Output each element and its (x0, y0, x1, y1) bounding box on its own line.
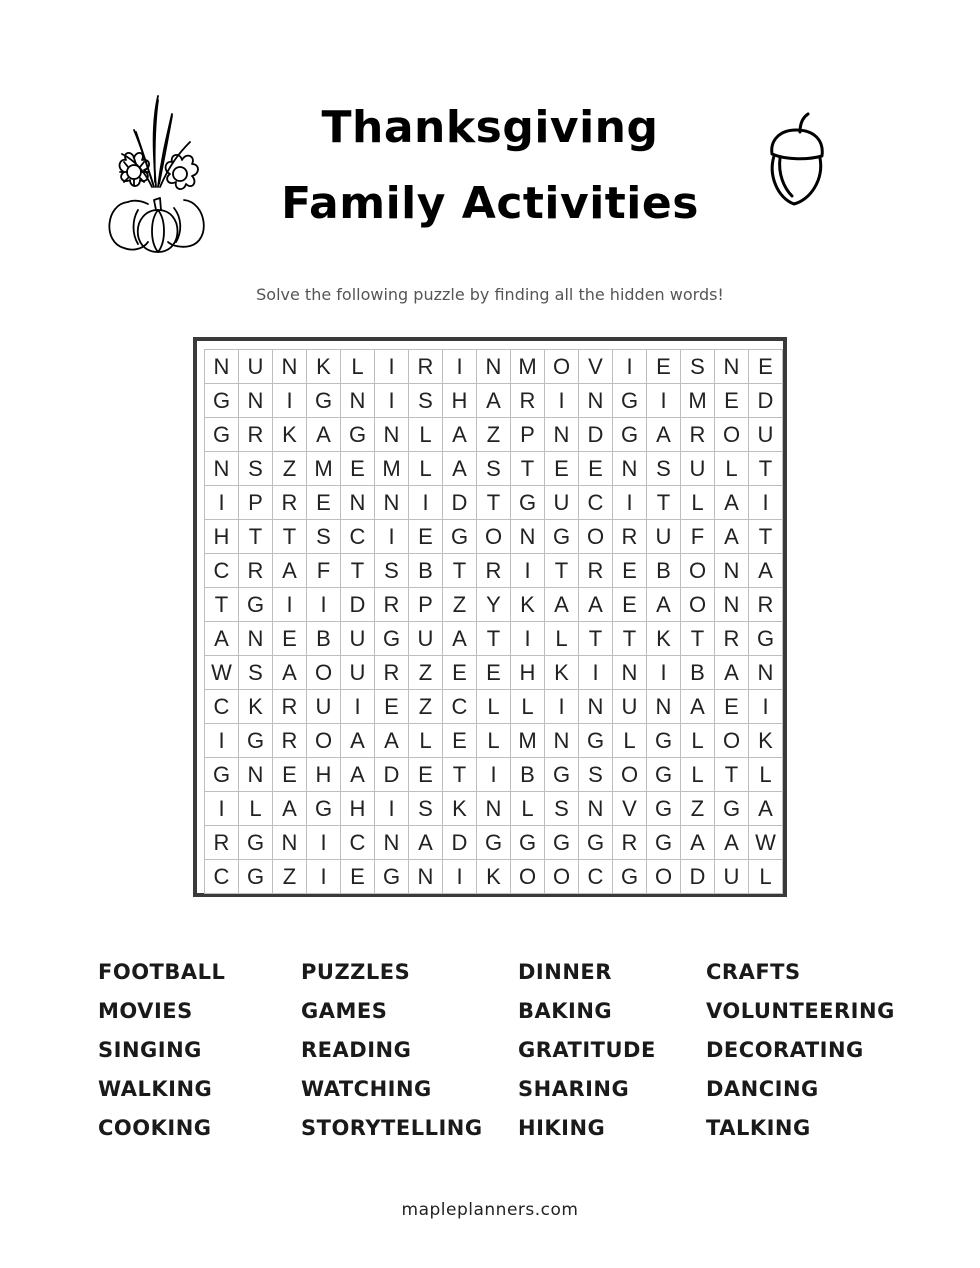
pumpkins-with-flowers-icon (98, 92, 216, 254)
grid-cell[interactable]: E (579, 452, 613, 486)
grid-cell[interactable]: T (477, 486, 511, 520)
grid-cell[interactable]: A (443, 622, 477, 656)
grid-cell[interactable]: E (613, 588, 647, 622)
grid-cell[interactable]: A (749, 792, 783, 826)
grid-cell[interactable]: U (239, 350, 273, 384)
grid-cell[interactable]: L (613, 724, 647, 758)
grid-cell[interactable]: Z (681, 792, 715, 826)
grid-cell[interactable]: S (545, 792, 579, 826)
grid-cell[interactable]: I (375, 792, 409, 826)
grid-cell[interactable]: I (375, 520, 409, 554)
grid-cell[interactable]: M (511, 350, 545, 384)
word-list-item: DANCING (706, 1077, 819, 1101)
grid-cell[interactable]: E (341, 452, 375, 486)
grid-cell[interactable]: G (511, 486, 545, 520)
word-list-item: SINGING (98, 1038, 202, 1062)
grid-cell[interactable]: V (579, 350, 613, 384)
grid-cell[interactable]: I (205, 724, 239, 758)
grid-cell[interactable]: I (443, 350, 477, 384)
grid-cell[interactable]: O (647, 860, 681, 894)
grid-cell[interactable]: G (239, 826, 273, 860)
grid-cell[interactable]: I (511, 622, 545, 656)
word-list-item: READING (301, 1038, 412, 1062)
grid-cell[interactable]: K (477, 860, 511, 894)
grid-cell[interactable]: T (511, 452, 545, 486)
grid-cell[interactable]: E (715, 690, 749, 724)
grid-cell[interactable]: O (511, 860, 545, 894)
grid-cell[interactable]: U (613, 690, 647, 724)
grid-cell[interactable]: S (477, 452, 511, 486)
grid-cell[interactable]: N (375, 826, 409, 860)
grid-cell[interactable]: A (273, 792, 307, 826)
grid-cell[interactable]: U (341, 622, 375, 656)
grid-cell[interactable]: O (715, 724, 749, 758)
grid-cell[interactable]: R (273, 690, 307, 724)
grid-cell[interactable]: I (307, 860, 341, 894)
grid-cell[interactable]: E (409, 758, 443, 792)
grid-cell[interactable]: T (205, 588, 239, 622)
grid-cell[interactable]: A (715, 656, 749, 690)
grid-cell[interactable]: N (579, 384, 613, 418)
grid-cell[interactable]: I (205, 792, 239, 826)
word-list-item: FOOTBALL (98, 960, 226, 984)
grid-cell[interactable]: G (613, 384, 647, 418)
grid-cell[interactable]: B (511, 758, 545, 792)
grid-cell[interactable]: Z (409, 690, 443, 724)
grid-cell[interactable]: A (647, 418, 681, 452)
footer-website: mapleplanners.com (401, 1200, 579, 1220)
grid-cell[interactable]: I (409, 486, 443, 520)
grid-cell[interactable]: E (749, 350, 783, 384)
grid-cell[interactable]: F (307, 554, 341, 588)
grid-cell[interactable]: I (307, 826, 341, 860)
grid-cell[interactable]: W (205, 656, 239, 690)
grid-cell[interactable]: N (579, 690, 613, 724)
grid-cell[interactable]: K (511, 588, 545, 622)
grid-cell[interactable]: N (647, 690, 681, 724)
grid-cell[interactable]: Z (409, 656, 443, 690)
grid-cell[interactable]: G (239, 860, 273, 894)
grid-cell[interactable]: N (579, 792, 613, 826)
grid-cell[interactable]: N (715, 588, 749, 622)
grid-cell[interactable]: R (613, 520, 647, 554)
grid-cell[interactable]: G (307, 384, 341, 418)
grid-cell[interactable]: K (545, 656, 579, 690)
grid-cell[interactable]: R (715, 622, 749, 656)
grid-cell[interactable]: G (647, 826, 681, 860)
grid-cell[interactable]: A (205, 622, 239, 656)
grid-cell[interactable]: L (409, 452, 443, 486)
grid-cell[interactable]: I (749, 690, 783, 724)
grid-cell[interactable]: G (647, 758, 681, 792)
grid-cell[interactable]: U (307, 690, 341, 724)
word-list-item: HIKING (518, 1116, 606, 1140)
grid-cell[interactable]: N (341, 384, 375, 418)
grid-cell[interactable]: A (715, 486, 749, 520)
grid-cell[interactable]: T (579, 622, 613, 656)
grid-cell[interactable]: O (545, 860, 579, 894)
grid-cell[interactable]: A (545, 588, 579, 622)
grid-cell[interactable]: T (613, 622, 647, 656)
grid-cell[interactable]: E (273, 622, 307, 656)
grid-cell[interactable]: G (239, 588, 273, 622)
grid-cell[interactable]: U (715, 860, 749, 894)
grid-cell[interactable]: O (579, 520, 613, 554)
grid-cell[interactable]: E (477, 656, 511, 690)
grid-cell[interactable]: T (545, 554, 579, 588)
grid-cell[interactable]: G (443, 520, 477, 554)
grid-cell[interactable]: U (647, 520, 681, 554)
grid-cell[interactable]: I (273, 384, 307, 418)
grid-cell[interactable]: T (341, 554, 375, 588)
word-list-item: DINNER (518, 960, 612, 984)
word-list-item: VOLUNTEERING (706, 999, 895, 1023)
grid-cell[interactable]: R (239, 554, 273, 588)
grid-cell[interactable]: I (375, 350, 409, 384)
grid-cell[interactable]: I (613, 350, 647, 384)
grid-cell[interactable]: A (749, 554, 783, 588)
grid-cell[interactable]: V (613, 792, 647, 826)
grid-cell[interactable]: I (477, 758, 511, 792)
grid-cell[interactable]: S (681, 350, 715, 384)
grid-cell[interactable]: N (715, 554, 749, 588)
grid-cell[interactable]: Y (477, 588, 511, 622)
grid-cell[interactable]: G (375, 860, 409, 894)
grid-cell[interactable]: K (307, 350, 341, 384)
grid-cell[interactable]: G (715, 792, 749, 826)
word-list-item: COOKING (98, 1116, 212, 1140)
word-search-grid (204, 349, 783, 894)
grid-cell[interactable]: N (273, 826, 307, 860)
grid-cell[interactable]: A (273, 656, 307, 690)
grid-cell[interactable]: R (477, 554, 511, 588)
grid-cell[interactable]: D (443, 486, 477, 520)
grid-cell[interactable]: H (307, 758, 341, 792)
grid-cell[interactable]: U (749, 418, 783, 452)
grid-cell[interactable]: N (545, 418, 579, 452)
grid-cell[interactable]: G (749, 622, 783, 656)
grid-cell[interactable]: G (205, 384, 239, 418)
grid-cell[interactable]: G (545, 758, 579, 792)
grid-cell[interactable]: Z (273, 452, 307, 486)
grid-cell[interactable]: R (273, 724, 307, 758)
grid-cell[interactable]: R (205, 826, 239, 860)
grid-cell[interactable]: D (749, 384, 783, 418)
grid-cell[interactable]: G (647, 792, 681, 826)
grid-cell[interactable]: I (443, 860, 477, 894)
grid-cell[interactable]: K (239, 690, 273, 724)
grid-cell[interactable]: P (239, 486, 273, 520)
grid-cell[interactable]: B (647, 554, 681, 588)
grid-cell[interactable]: G (205, 418, 239, 452)
grid-cell[interactable]: T (681, 622, 715, 656)
grid-cell[interactable]: N (239, 384, 273, 418)
grid-cell[interactable]: Z (477, 418, 511, 452)
grid-cell[interactable]: A (715, 826, 749, 860)
grid-cell[interactable]: O (307, 656, 341, 690)
grid-cell[interactable]: T (477, 622, 511, 656)
grid-cell[interactable]: R (375, 656, 409, 690)
grid-cell[interactable]: L (477, 724, 511, 758)
grid-cell[interactable]: I (375, 384, 409, 418)
grid-cell[interactable]: G (511, 826, 545, 860)
word-list-item: SHARING (518, 1077, 630, 1101)
grid-cell[interactable]: K (273, 418, 307, 452)
grid-cell[interactable]: R (273, 486, 307, 520)
grid-cell[interactable]: G (545, 520, 579, 554)
grid-cell[interactable]: I (341, 690, 375, 724)
grid-cell[interactable]: S (579, 758, 613, 792)
grid-cell[interactable]: B (409, 554, 443, 588)
grid-cell[interactable]: A (375, 724, 409, 758)
acorn-icon (762, 110, 830, 210)
grid-cell[interactable]: S (409, 384, 443, 418)
grid-cell[interactable]: U (341, 656, 375, 690)
grid-cell[interactable]: L (477, 690, 511, 724)
word-list-item: GAMES (301, 999, 388, 1023)
grid-cell[interactable]: N (613, 452, 647, 486)
grid-cell[interactable]: R (681, 418, 715, 452)
word-list-item: GRATITUDE (518, 1038, 656, 1062)
grid-cell[interactable]: K (443, 792, 477, 826)
grid-cell[interactable]: C (205, 554, 239, 588)
grid-cell[interactable]: S (239, 656, 273, 690)
grid-cell[interactable]: T (443, 758, 477, 792)
grid-cell[interactable]: A (647, 588, 681, 622)
grid-cell[interactable]: U (545, 486, 579, 520)
grid-cell[interactable]: G (341, 418, 375, 452)
grid-cell[interactable]: C (205, 690, 239, 724)
word-list-item: DECORATING (706, 1038, 864, 1062)
grid-cell[interactable]: E (715, 384, 749, 418)
grid-cell[interactable]: O (681, 588, 715, 622)
grid-cell[interactable]: G (205, 758, 239, 792)
grid-cell[interactable]: H (205, 520, 239, 554)
grid-cell[interactable]: I (647, 384, 681, 418)
grid-cell[interactable]: L (341, 350, 375, 384)
grid-cell[interactable]: G (579, 724, 613, 758)
grid-cell[interactable]: R (375, 588, 409, 622)
grid-cell[interactable]: L (545, 622, 579, 656)
grid-cell[interactable]: E (341, 860, 375, 894)
grid-cell[interactable]: R (511, 384, 545, 418)
grid-cell[interactable]: G (613, 860, 647, 894)
grid-cell[interactable]: T (749, 520, 783, 554)
grid-cell[interactable]: P (409, 588, 443, 622)
grid-cell[interactable]: G (545, 826, 579, 860)
grid-cell[interactable]: N (341, 486, 375, 520)
grid-cell[interactable]: I (511, 554, 545, 588)
grid-cell[interactable]: W (749, 826, 783, 860)
grid-cell[interactable]: C (579, 860, 613, 894)
grid-cell[interactable]: H (341, 792, 375, 826)
grid-cell[interactable]: T (749, 452, 783, 486)
grid-cell[interactable]: L (239, 792, 273, 826)
grid-cell[interactable]: L (409, 724, 443, 758)
grid-cell[interactable]: L (409, 418, 443, 452)
grid-cell[interactable]: A (681, 826, 715, 860)
grid-cell[interactable]: N (477, 792, 511, 826)
grid-cell[interactable]: S (307, 520, 341, 554)
grid-cell[interactable]: L (715, 452, 749, 486)
grid-cell[interactable]: O (715, 418, 749, 452)
grid-cell[interactable]: I (307, 588, 341, 622)
grid-cell[interactable]: N (273, 350, 307, 384)
grid-cell[interactable]: R (579, 554, 613, 588)
grid-cell[interactable]: I (205, 486, 239, 520)
grid-cell[interactable]: G (647, 724, 681, 758)
grid-cell[interactable]: B (681, 656, 715, 690)
grid-cell[interactable]: A (341, 724, 375, 758)
grid-cell[interactable]: A (443, 418, 477, 452)
grid-cell[interactable]: N (715, 350, 749, 384)
grid-cell[interactable]: L (511, 690, 545, 724)
grid-cell[interactable]: C (579, 486, 613, 520)
grid-cell[interactable]: M (511, 724, 545, 758)
grid-cell[interactable]: L (681, 486, 715, 520)
grid-cell[interactable]: I (613, 486, 647, 520)
grid-cell[interactable]: R (409, 350, 443, 384)
grid-cell[interactable]: L (681, 724, 715, 758)
grid-cell[interactable]: M (681, 384, 715, 418)
grid-cell[interactable]: N (205, 452, 239, 486)
grid-cell[interactable]: M (375, 452, 409, 486)
grid-cell[interactable]: N (409, 860, 443, 894)
grid-cell[interactable]: C (205, 860, 239, 894)
word-list-item: WALKING (98, 1077, 213, 1101)
grid-cell[interactable]: S (409, 792, 443, 826)
grid-cell[interactable]: N (239, 758, 273, 792)
grid-cell[interactable]: C (341, 520, 375, 554)
grid-cell[interactable]: I (545, 384, 579, 418)
grid-cell[interactable]: D (341, 588, 375, 622)
grid-cell[interactable]: P (511, 418, 545, 452)
grid-cell[interactable]: H (511, 656, 545, 690)
grid-cell[interactable]: L (681, 758, 715, 792)
grid-cell[interactable]: N (375, 418, 409, 452)
grid-cell[interactable]: T (647, 486, 681, 520)
grid-cell[interactable]: I (273, 588, 307, 622)
grid-cell[interactable]: I (749, 486, 783, 520)
grid-cell[interactable]: N (613, 656, 647, 690)
word-list-item: MOVIES (98, 999, 193, 1023)
grid-cell[interactable]: D (443, 826, 477, 860)
grid-cell[interactable]: C (341, 826, 375, 860)
grid-cell[interactable]: A (579, 588, 613, 622)
instructions-text: Solve the following puzzle by finding all the hidden words! (256, 285, 724, 304)
grid-cell[interactable]: S (375, 554, 409, 588)
grid-cell[interactable]: N (205, 350, 239, 384)
grid-cell[interactable]: T (715, 758, 749, 792)
grid-cell[interactable]: E (613, 554, 647, 588)
word-list-item: WATCHING (301, 1077, 432, 1101)
grid-cell[interactable]: A (409, 826, 443, 860)
grid-cell[interactable]: U (681, 452, 715, 486)
grid-cell[interactable]: A (443, 452, 477, 486)
grid-cell[interactable]: Z (443, 588, 477, 622)
grid-cell[interactable]: G (307, 792, 341, 826)
word-list-item: PUZZLES (301, 960, 411, 984)
grid-cell[interactable]: O (477, 520, 511, 554)
grid-cell[interactable]: R (749, 588, 783, 622)
grid-cell[interactable]: I (579, 656, 613, 690)
grid-cell[interactable]: T (443, 554, 477, 588)
grid-cell[interactable]: K (647, 622, 681, 656)
page-title-line-1: Thanksgiving (321, 102, 659, 153)
grid-cell[interactable]: L (749, 758, 783, 792)
grid-cell[interactable]: G (579, 826, 613, 860)
grid-cell[interactable]: G (375, 622, 409, 656)
grid-cell[interactable]: I (545, 690, 579, 724)
grid-cell[interactable]: G (239, 724, 273, 758)
grid-cell[interactable]: A (681, 690, 715, 724)
grid-cell[interactable]: L (511, 792, 545, 826)
word-list-item: CRAFTS (706, 960, 801, 984)
page-title-line-2: Family Activities (281, 178, 699, 229)
grid-cell[interactable]: N (511, 520, 545, 554)
grid-cell[interactable]: K (749, 724, 783, 758)
grid-cell[interactable]: T (239, 520, 273, 554)
grid-cell[interactable]: R (239, 418, 273, 452)
grid-cell[interactable]: N (375, 486, 409, 520)
grid-cell[interactable]: T (273, 520, 307, 554)
word-list-item: TALKING (706, 1116, 811, 1140)
grid-cell[interactable]: A (341, 758, 375, 792)
grid-cell[interactable]: A (273, 554, 307, 588)
grid-cell[interactable]: U (409, 622, 443, 656)
grid-cell[interactable]: S (647, 452, 681, 486)
grid-cell[interactable]: A (307, 418, 341, 452)
grid-cell[interactable]: D (375, 758, 409, 792)
grid-cell[interactable]: O (545, 350, 579, 384)
grid-cell[interactable]: N (239, 622, 273, 656)
grid-cell[interactable]: F (681, 520, 715, 554)
grid-cell[interactable]: N (749, 656, 783, 690)
word-list-item: STORYTELLING (301, 1116, 483, 1140)
grid-cell[interactable]: G (477, 826, 511, 860)
grid-cell[interactable]: E (647, 350, 681, 384)
grid-cell[interactable]: H (443, 384, 477, 418)
grid-cell[interactable]: A (715, 520, 749, 554)
grid-cell[interactable]: E (273, 758, 307, 792)
grid-cell[interactable]: L (749, 860, 783, 894)
word-list-item: BAKING (518, 999, 613, 1023)
grid-cell[interactable]: C (443, 690, 477, 724)
grid-cell[interactable]: Z (273, 860, 307, 894)
grid-cell[interactable]: R (613, 826, 647, 860)
grid-cell[interactable]: E (375, 690, 409, 724)
grid-cell[interactable]: S (239, 452, 273, 486)
grid-cell[interactable]: O (613, 758, 647, 792)
grid-cell[interactable]: E (443, 656, 477, 690)
grid-cell[interactable]: E (307, 486, 341, 520)
grid-cell[interactable]: E (409, 520, 443, 554)
grid-cell[interactable]: N (477, 350, 511, 384)
grid-cell[interactable]: O (307, 724, 341, 758)
grid-cell[interactable]: O (681, 554, 715, 588)
grid-cell[interactable]: G (613, 418, 647, 452)
grid-cell[interactable]: E (545, 452, 579, 486)
grid-cell[interactable]: M (307, 452, 341, 486)
grid-cell[interactable]: E (443, 724, 477, 758)
grid-cell[interactable]: D (579, 418, 613, 452)
grid-cell[interactable]: I (647, 656, 681, 690)
grid-cell[interactable]: N (545, 724, 579, 758)
grid-cell[interactable]: D (681, 860, 715, 894)
grid-cell[interactable]: A (477, 384, 511, 418)
grid-cell[interactable]: B (307, 622, 341, 656)
